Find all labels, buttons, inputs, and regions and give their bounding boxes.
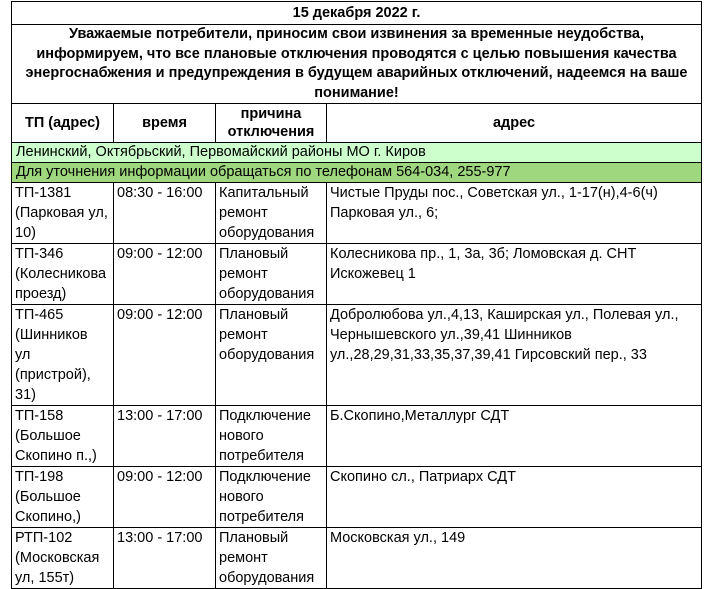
outage-table	[11, 1, 702, 589]
address-cell: Скопино сл., Патриарх СДТ	[327, 467, 702, 528]
header-tp: ТП (адрес)	[12, 104, 114, 143]
time-cell: 13:00 - 17:00	[114, 528, 216, 589]
district-band: Ленинский, Октябрьский, Первомайский районы МО г. Киров	[12, 143, 702, 163]
reason-cell: Плановый ремонт оборудования	[216, 528, 327, 589]
time-cell: 08:30 - 16:00	[114, 183, 216, 244]
address-cell: Чистые Пруды пос., Советская ул., 1-17(н),4-6(ч) Парковая ул., 6;	[327, 183, 702, 244]
reason-cell: Плановый ремонт оборудования	[216, 305, 327, 406]
time-cell: 09:00 - 12:00	[114, 467, 216, 528]
header-address: адрес	[327, 104, 702, 143]
notice-date: 15 декабря 2022 г.	[12, 2, 702, 25]
time-cell: 09:00 - 12:00	[114, 305, 216, 406]
table-row	[12, 467, 702, 528]
table-row	[12, 183, 702, 244]
table-row	[12, 528, 702, 589]
reason-cell: Капитальный ремонт оборудования	[216, 183, 327, 244]
reason-cell: Подключение нового потребителя	[216, 406, 327, 467]
reason-cell: Подключение нового потребителя	[216, 467, 327, 528]
time-cell: 09:00 - 12:00	[114, 244, 216, 305]
tp-cell: ТП-346 (Колесникова проезд)	[12, 244, 114, 305]
header-reason: причина отключения	[216, 104, 327, 143]
tp-cell: ТП-1381 (Парковая ул, 10)	[12, 183, 114, 244]
tp-cell: ТП-198 (Большое Скопино,)	[12, 467, 114, 528]
phone-info-band: Для уточнения информации обращаться по телефонам 564-034, 255-977	[12, 163, 702, 183]
table-row	[12, 406, 702, 467]
header-time: время	[114, 104, 216, 143]
reason-cell: Плановый ремонт оборудования	[216, 244, 327, 305]
apology-notice: Уважаемые потребители, приносим свои извинения за временные неудобства, информируем, что все плановые отключения проводятся с целью повышения качества энергоснабжения и предупреждения в будущем аварийных отключений, надеемся на ваше понимание!	[12, 25, 702, 104]
table-row	[12, 244, 702, 305]
outage-notice-sheet	[11, 1, 701, 589]
address-cell: Колесникова пр., 1, 3а, 3б; Ломовская д. СНТ Искожевец 1	[327, 244, 702, 305]
address-cell: Добролюбова ул.,4,13, Каширская ул., Полевая ул., Чернышевского ул.,39,41 Шинников ул.,28,29,31,33,35,37,39,41 Гирсовский пер., 33	[327, 305, 702, 406]
time-cell: 13:00 - 17:00	[114, 406, 216, 467]
tp-cell: ТП-158 (Большое Скопино п.,)	[12, 406, 114, 467]
address-cell: Московская ул., 149	[327, 528, 702, 589]
address-cell: Б.Скопино,Металлург СДТ	[327, 406, 702, 467]
table-row	[12, 305, 702, 406]
tp-cell: ТП-465 (Шинников ул (пристрой), 31)	[12, 305, 114, 406]
tp-cell: РТП-102 (Московская ул, 155т)	[12, 528, 114, 589]
